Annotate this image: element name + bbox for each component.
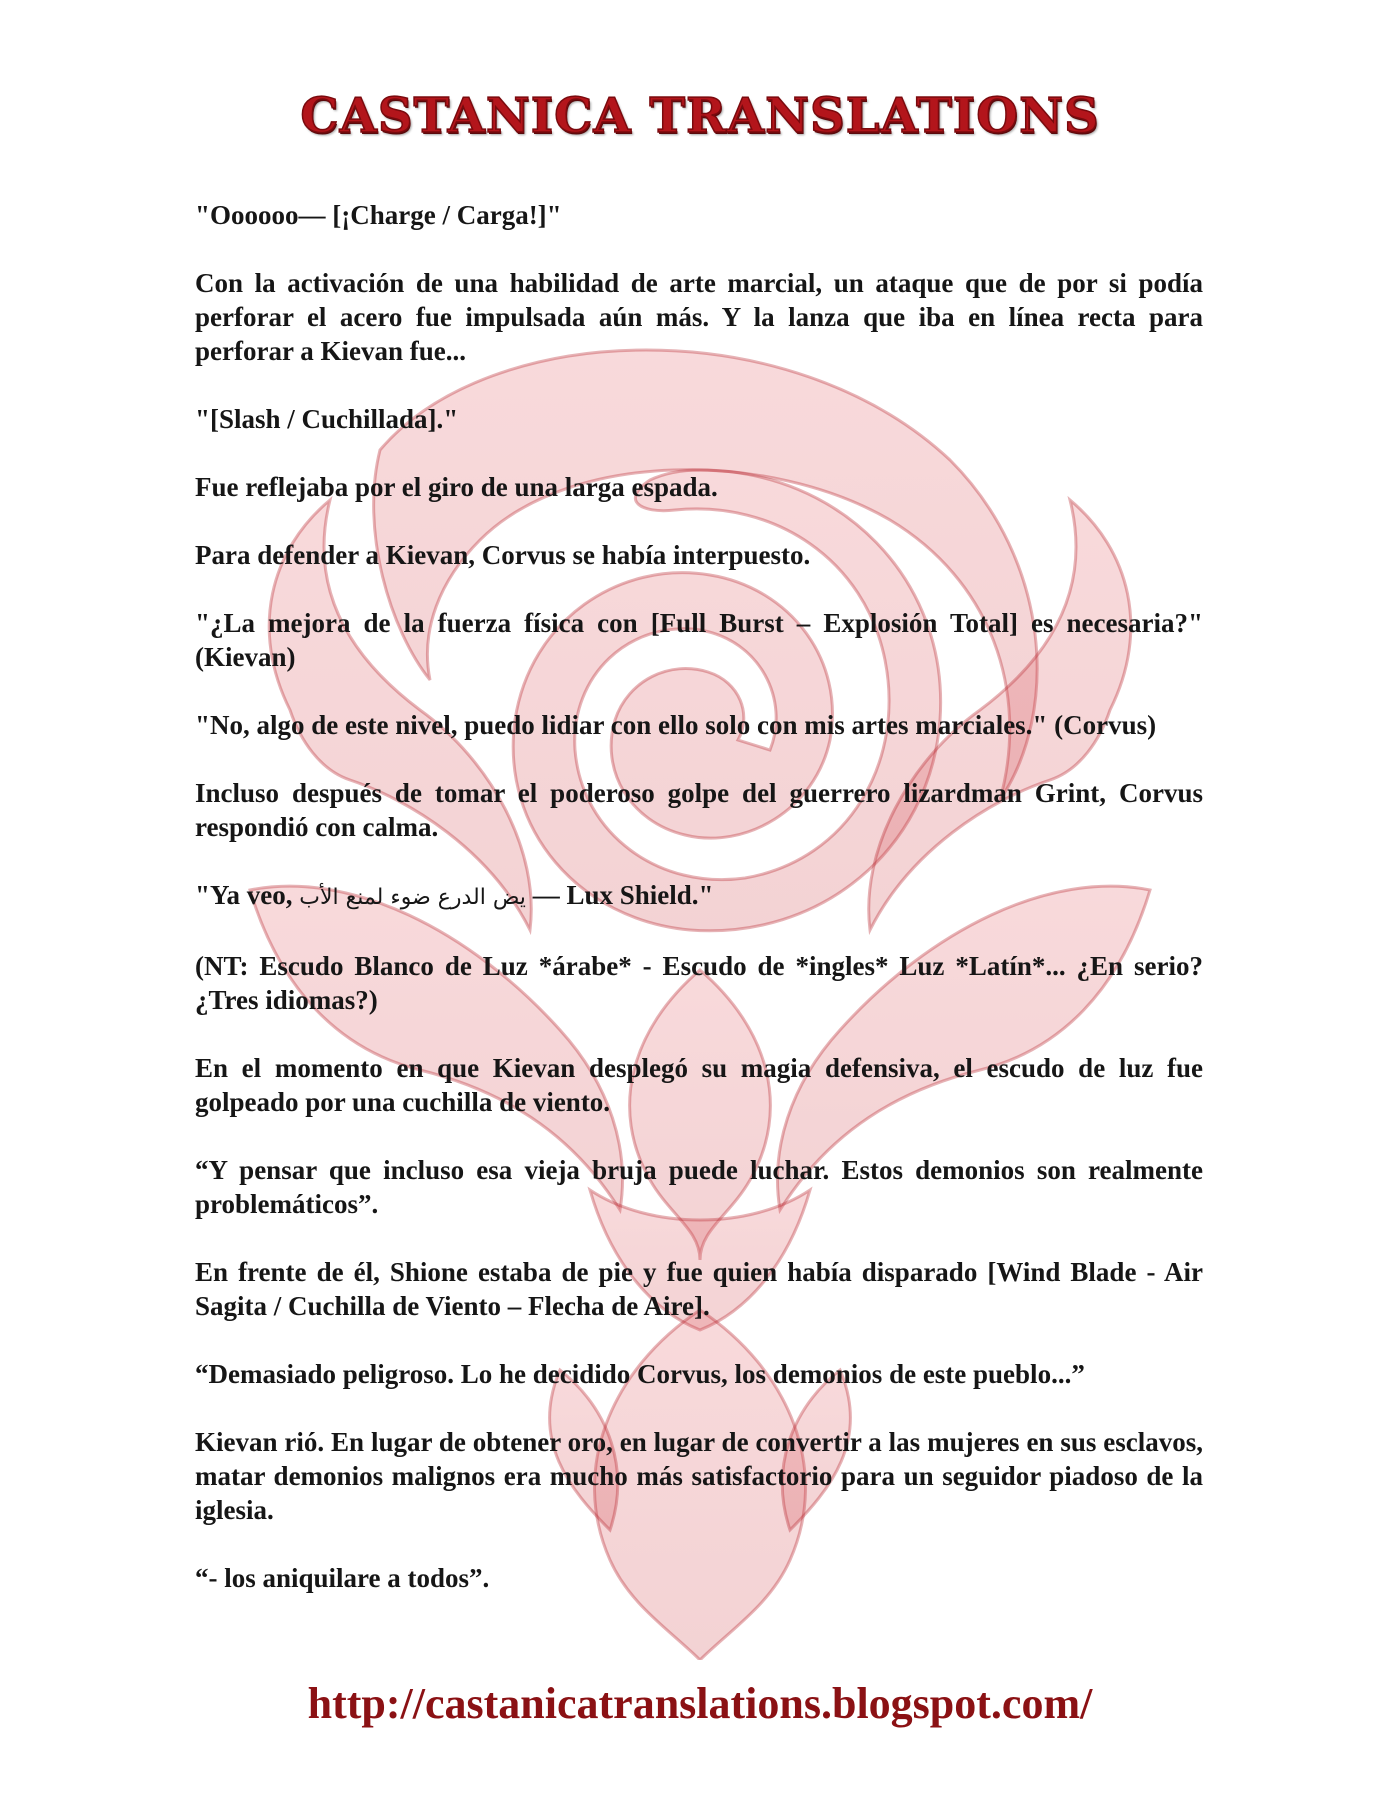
dialogue-prefix: "Ya veo,	[195, 880, 300, 910]
paragraph: “Y pensar que incluso esa vieja bruja puede luchar. Estos demonios son realmente problemáticos”.	[195, 1155, 1203, 1219]
paragraph-lux-shield	[195, 878, 1203, 915]
paragraph: Con la activación de una habilidad de arte marcial, un ataque que de por si podía perforar el acero fue impulsada aún más. Y la lanza que iba en línea recta para perforar a Kievan fue...	[195, 268, 1203, 366]
paragraph: Fue reflejaba por el giro de una larga espada.	[195, 472, 718, 502]
paragraph: "[Slash / Cuchillada]."	[195, 404, 459, 434]
paragraph: Kievan rió. En lugar de obtener oro, en lugar de convertir a las mujeres en sus esclavos, matar demonios malignos era mucho más satisfactorio para un seguidor piadoso de la iglesia.	[195, 1427, 1203, 1525]
paragraph: "Oooooo— [¡Charge / Carga!]"	[195, 200, 562, 230]
paragraph: “Demasiado peligroso. Lo he decidido Corvus, los demonios de este pueblo...”	[195, 1359, 1085, 1389]
paragraph: "No, algo de este nivel, puedo lidiar con ello solo con mis artes marciales." (Corvus)	[195, 710, 1157, 740]
paragraph: “- los aniquilare a todos”.	[195, 1563, 490, 1593]
document-body	[195, 198, 1203, 1629]
paragraph: En frente de él, Shione estaba de pie y fue quien había disparado [Wind Blade - Air Sagita / Cuchilla de Viento – Flecha de Aire].	[195, 1257, 1203, 1321]
paragraph: Para defender a Kievan, Corvus se había interpuesto.	[195, 540, 811, 570]
footer-url-link[interactable]: http://castanicatranslations.blogspot.com/	[307, 1679, 1093, 1728]
dialogue-suffix: — Lux Shield."	[525, 880, 714, 910]
page-title: CASTANICA TRANSLATIONS	[300, 88, 1100, 144]
paragraph: "¿La mejora de la fuerza física con [Full Burst – Explosión Total] es necesaria?" (Kievan)	[195, 608, 1203, 672]
paragraph: Incluso después de tomar el poderoso golpe del guerrero lizardman Grint, Corvus respondió con calma.	[195, 778, 1203, 842]
paragraph: En el momento en que Kievan desplegó su magia defensiva, el escudo de luz fue golpeado por una cuchilla de viento.	[195, 1053, 1203, 1117]
arabic-spell-text: يض الدرع ضوء لمنع الأب	[299, 885, 526, 910]
translator-note: (NT: Escudo Blanco de Luz *árabe* - Escudo de *ingles* Luz *Latín*... ¿En serio? ¿Tres idiomas?)	[195, 951, 1203, 1015]
